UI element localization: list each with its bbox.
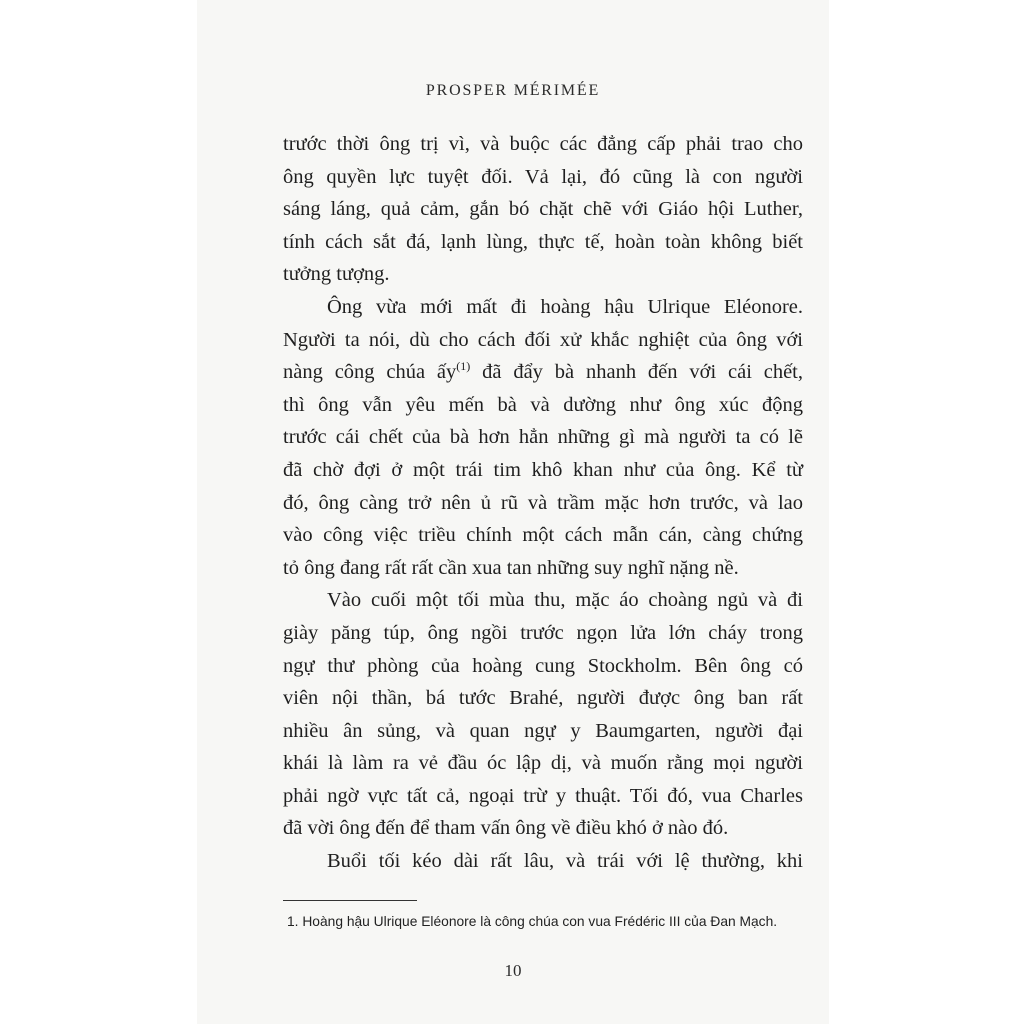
text-line: đó, ông càng trở nên ủ rũ và trầm mặc hơn trước, và lao — [283, 491, 803, 514]
footnote: 1. Hoàng hậu Ulrique Eléonore là công chúa con vua Frédéric III của Đan Mạch. — [287, 914, 778, 929]
text-line: sáng láng, quả cảm, gắn bó chặt chẽ với Giáo hội Luther, — [283, 198, 803, 221]
text-line: trước thời ông trị vì, và buộc các đẳng cấp phải trao cho — [283, 133, 803, 155]
text-line: viên nội thần, bá tước Brahé, người được ông ban rất — [283, 687, 803, 710]
text-line: nhiều ân sủng, và quan ngự y Baumgarten, người đại — [283, 719, 803, 742]
text-line: trước cái chết của bà hơn hẳn những gì mà người ta có lẽ — [283, 426, 803, 449]
body-text — [283, 128, 803, 878]
text-segment: nàng công chúa ấy — [283, 361, 457, 384]
paragraph-start-line: Buổi tối kéo dài rất lâu, và trái với lệ thường, khi — [327, 850, 803, 873]
text-line: tưởng tượng. — [283, 263, 390, 286]
paragraph-start-line: Vào cuối một tối mùa thu, mặc áo choàng ngủ và đi — [327, 589, 803, 612]
text-segment: đã đẩy bà nhanh đến với cái chết, — [482, 361, 803, 384]
running-head: PROSPER MÉRIMÉE — [425, 82, 601, 99]
text-line: đã chờ đợi ở một trái tim khô khan như của ông. Kể từ — [283, 458, 803, 481]
text-line: khái là làm ra vẻ đầu óc lập dị, và muốn rằng mọi người — [283, 752, 803, 775]
footnote-reference: (1) — [456, 359, 471, 374]
text-line: giày păng túp, ông ngồi trước ngọn lửa lớn cháy trong — [283, 621, 803, 644]
text-line: Người ta nói, dù cho cách đối xử khắc nghiệt của ông với — [283, 328, 803, 351]
page-number: 10 — [504, 961, 522, 980]
book-page — [197, 0, 829, 1024]
paragraph-start-line: Ông vừa mới mất đi hoàng hậu Ulrique Eléonore. — [327, 295, 803, 318]
footnote-divider — [283, 900, 417, 901]
text-line: vào công việc triều chính một cách mẫn cán, càng chứng — [283, 524, 803, 547]
text-line: tính cách sắt đá, lạnh lùng, thực tế, hoàn toàn không biết — [283, 230, 803, 253]
text-line-with-footnote — [283, 356, 803, 389]
text-line: phải ngờ vực tất cả, ngoại trừ y thuật. Tối đó, vua Charles — [283, 784, 803, 807]
text-line: ngự thư phòng của hoàng cung Stockholm. Bên ông có — [283, 654, 803, 677]
text-line: ông quyền lực tuyệt đối. Vả lại, đó cũng là con người — [283, 165, 803, 188]
text-line: đã vời ông đến để tham vấn ông về điều khó ở nào đó. — [283, 817, 729, 840]
text-line: thì ông vẫn yêu mến bà và dường như ông xúc động — [283, 393, 803, 416]
text-line: tỏ ông đang rất rất cần xua tan những suy nghĩ nặng nề. — [283, 556, 739, 579]
